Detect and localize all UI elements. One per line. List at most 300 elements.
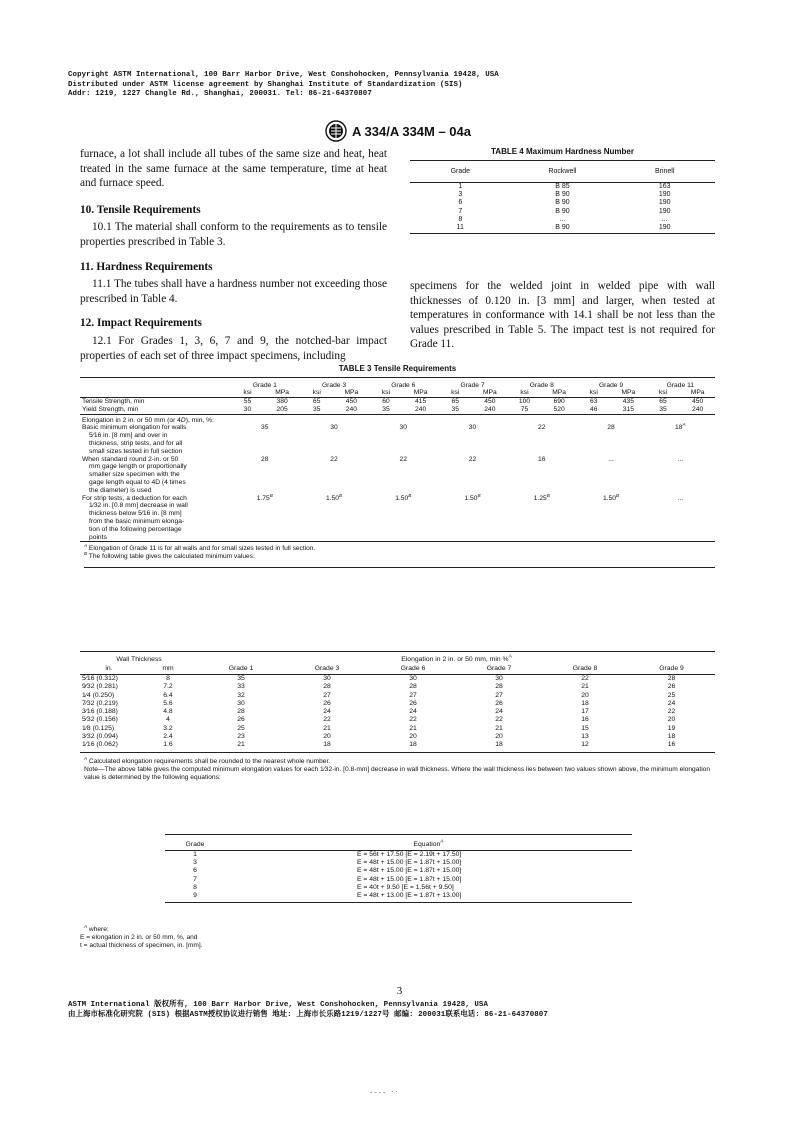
grade-header: Grade 9 (576, 378, 645, 390)
grade-header: Grade 3 (299, 378, 368, 390)
grade-header: Grade 1 (230, 378, 299, 390)
cell: 16 (581, 716, 589, 724)
intro-paragraph: furnace, a lot shall include all tubes of the same size and heat, heat treated in the same furnace at the same temperature, time at heat and furnace speed. (80, 148, 387, 190)
where-note (80, 923, 480, 934)
equation-cell: E = 48t + 15.00 [E = 1.87t + 15.00] (357, 867, 462, 875)
page-footer (68, 1001, 768, 1020)
table-row (165, 859, 632, 867)
footnote-marker: B (477, 492, 481, 498)
cell: 65 (312, 398, 321, 405)
footnote-marker: B (338, 492, 343, 498)
cell: 75 (507, 406, 542, 414)
cell: 380 (276, 398, 288, 405)
unit-header: ksi (230, 389, 265, 398)
cell: 35 (299, 406, 334, 414)
astm-logo-icon (325, 120, 347, 142)
unit-header: MPa (334, 389, 369, 398)
cell: 22 (581, 675, 589, 682)
grade-cell: 1 (193, 851, 197, 858)
table-row (80, 716, 715, 724)
column-header: Grade (410, 161, 511, 183)
footer-distribution-line: 由上海市标准化研究院 (SIS) 根据ASTM授权协议进行销售 地址: 上海市长乐路1219/1227号 邮编: 200031联系电话: 86-21-64370807 (68, 1010, 548, 1019)
paragraph-10-1: 10.1 The material shall conform to the requirements as to tensile properties prescribed in Table 3. (80, 221, 387, 248)
cell: 27 (409, 691, 417, 699)
blank-header (80, 389, 230, 398)
copyright-line: Copyright ASTM International, 100 Barr Harbor Drive, West Conshohocken, Pennsylvania 19428, USA (68, 71, 499, 79)
grade-header: Grade 7 (438, 378, 507, 390)
cell: 26 (323, 699, 331, 707)
cell: 28 (409, 683, 417, 691)
cell: 1.6 (138, 741, 198, 752)
cell: 26 (409, 699, 417, 707)
cell: 3.2 (163, 724, 173, 732)
unit-header: MPa (542, 389, 577, 398)
grade-header: Grade 6 (369, 378, 438, 390)
elongation-table-body (80, 675, 715, 753)
cell: 28 (237, 708, 245, 716)
grade-cell: 9 (165, 892, 225, 903)
row-label-text: small sizes tested in full section (89, 447, 183, 455)
unit-header: ksi (299, 389, 334, 398)
cell: 28 (323, 683, 331, 691)
equation-table-block (165, 834, 632, 903)
footnote-marker: B (84, 551, 88, 557)
cell: 30 (399, 424, 407, 432)
t-definition: t = actual thickness of specimen, in. [mm]. (80, 942, 203, 949)
page-number: 3 (396, 985, 403, 997)
grade-header: Grade 8 (507, 378, 576, 390)
column-header: Grade 6 (370, 663, 456, 675)
elongation-table (80, 651, 715, 753)
row-label-text: gage length equal to 4D (4 times (89, 478, 186, 486)
unit-header: MPa (265, 389, 300, 398)
cell: 8 (166, 675, 170, 682)
table-3-tensile (80, 364, 715, 568)
cell: 21 (198, 741, 284, 752)
cell: 23 (237, 733, 245, 741)
cell: 22 (323, 716, 331, 724)
footnote-marker: A (682, 422, 686, 428)
cell: 21 (409, 724, 417, 732)
cell (576, 492, 645, 542)
cell: 17 (581, 708, 589, 716)
cell: 205 (265, 406, 300, 414)
section-12-heading: 12. Impact Requirements (80, 317, 202, 330)
footnote-text: Elongation of Grade 11 is for all walls and for small sizes tested in full section. (88, 545, 316, 553)
cell: 240 (680, 406, 715, 414)
unit-header: ksi (576, 389, 611, 398)
cell: 24 (323, 708, 331, 716)
copyright-notice (68, 71, 768, 100)
cell: 22 (399, 455, 407, 463)
cell: 6 (458, 199, 463, 207)
cell: 690 (553, 398, 565, 405)
cell: 35 (646, 406, 681, 414)
footnote-marker: A (84, 755, 88, 761)
column-header: Rockwell (511, 161, 615, 183)
cell: 22 (667, 708, 676, 716)
cell: 28 (607, 424, 615, 432)
cell-value: 1.50 (464, 494, 478, 502)
column-header: in. (80, 663, 138, 675)
unit-header: ksi (438, 389, 473, 398)
cell: 3 (458, 191, 463, 199)
table-row (80, 733, 715, 741)
table-row (410, 216, 715, 224)
cell: 240 (334, 406, 369, 414)
cell: 65 (451, 398, 459, 405)
row-label (80, 414, 230, 424)
grade-cell: 6 (193, 867, 197, 875)
cell: 163 (658, 183, 671, 190)
equation-cell: E = 48t + 13.00 [E = 1.87t + 13.00] (225, 892, 632, 903)
cell: 7⁄32 (0.219) (82, 699, 118, 707)
cell: 2.4 (163, 733, 173, 741)
grade-header: Grade 11 (646, 378, 715, 390)
footnote-text: where: (88, 926, 109, 933)
cell: 35 (438, 406, 473, 414)
cell-value: 18 (675, 424, 683, 432)
e-definition: E = elongation in 2 in. or 50 mm, %, and (80, 934, 198, 941)
cell: 190 (614, 224, 715, 234)
document-header (325, 120, 471, 142)
table-3-footnotes (80, 545, 715, 568)
table-row (80, 725, 715, 733)
cell: B 90 (511, 224, 615, 234)
footnote-text: The following table gives the calculated minimum values: (88, 553, 255, 561)
cell: 15 (581, 724, 589, 732)
table-row (410, 199, 715, 207)
cell: 30 (409, 675, 417, 682)
unit-header: ksi (369, 389, 404, 398)
section-10-heading: 10. Tensile Requirements (80, 203, 201, 216)
row-label-text: 5⁄16 in. [8 mm] and over in (89, 432, 168, 440)
footnote-marker: B (408, 492, 412, 498)
cell: 3⁄32 (0.094) (82, 733, 118, 741)
footnote-b (84, 553, 715, 568)
cell: 20 (581, 691, 589, 699)
cell: B 85 (555, 183, 570, 190)
footnote-a (80, 755, 715, 766)
elongation-label-part: ), min, %: (185, 416, 214, 424)
cell: 22 (330, 455, 338, 463)
cell: 240 (403, 406, 438, 414)
cell: 100 (518, 398, 531, 405)
cell: B 90 (555, 207, 570, 215)
cell: 9⁄32 (0.281) (82, 683, 118, 691)
cell: 30 (230, 406, 265, 414)
column-header: mm (138, 663, 198, 675)
cell: 46 (576, 406, 611, 414)
row-label-text: tion of the following percentage (89, 525, 182, 533)
cell: ... (608, 455, 614, 463)
hardness-table (410, 160, 715, 234)
cell: ... (677, 455, 684, 463)
equation-cell: E = 48t + 15.00 [E = 1.87t + 15.00] (357, 875, 462, 883)
cell: 4.8 (163, 708, 173, 716)
cell (507, 492, 576, 542)
cell: 190 (658, 207, 671, 215)
footnote-marker: B (546, 492, 550, 498)
header-text: Elongation in 2 in. or 50 mm, min % (401, 656, 509, 663)
cell: 35 (261, 424, 269, 432)
cell: 190 (658, 199, 671, 207)
table-3-caption: TABLE 3 Tensile Requirements (338, 364, 457, 373)
cell: 25 (667, 691, 676, 699)
table-row (165, 876, 632, 884)
equation-cell: E = 40t + 9.50 [E = 1.56t + 9.50] (357, 883, 454, 891)
paragraph-12-1-continued: specimens for the welded joint in welded pipe with wall thicknesses of 0.120 in. [3 mm] and larger, when tested at temperatures in conformance with 14.1 shall be not less than the values prescribed in Table 5. The impact test is not required for Grade 11. (410, 280, 715, 351)
cell: 30 (495, 675, 503, 682)
row-label-text: 1⁄32 in. [0.8 mm] decrease in wall (89, 502, 188, 510)
cell (230, 492, 299, 542)
cell: 190 (658, 191, 671, 199)
cell: 18 (284, 741, 370, 752)
unit-header: MPa (403, 389, 438, 398)
cell: 32 (237, 691, 245, 699)
row-label-text: the diameter) is used (89, 486, 152, 494)
cell: 65 (659, 398, 667, 405)
cell-value: 1.50 (602, 494, 616, 502)
row-label (80, 495, 230, 542)
cell: 22 (409, 716, 417, 724)
equation-table (165, 834, 632, 903)
cell (369, 492, 438, 542)
yield-strength-row (80, 406, 715, 414)
standard-designation: A 334/A 334M – 04a (352, 123, 471, 139)
cell: 415 (415, 398, 427, 405)
table-4-caption: TABLE 4 Maximum Hardness Number (491, 147, 634, 156)
footnote-marker: A (84, 543, 88, 549)
cell: 7 (458, 207, 463, 215)
row-label: Yield Strength, min (80, 406, 230, 414)
row-label-text: from the basic minimum elonga- (89, 517, 185, 525)
cell: 16 (628, 741, 715, 752)
left-column (80, 147, 387, 363)
elongation-label-part: Elongation in 2 in. or 50 mm (or 4 (82, 416, 181, 424)
footnote-marker: A (84, 923, 88, 929)
cell: 55 (243, 398, 252, 405)
footnote-marker: A (440, 839, 444, 845)
cell: 13 (581, 733, 589, 741)
cell: 30 (237, 699, 245, 707)
header-text: Equation (413, 841, 441, 848)
cell: 22 (538, 424, 546, 432)
grade-cell: 8 (193, 883, 197, 891)
elongation-heading-row (80, 414, 715, 424)
elongation-notes (80, 755, 715, 782)
cell: 7.2 (163, 683, 173, 691)
table-4-hardness (410, 147, 715, 234)
cell: 28 (667, 675, 676, 682)
cell: 6.4 (163, 691, 173, 699)
equation-cell: E = 56t + 17.50 [E = 2.19t + 17.50] (357, 851, 462, 858)
cell: 21 (581, 683, 589, 691)
cell: 33 (237, 683, 245, 691)
cell (438, 492, 507, 542)
table-row (80, 700, 715, 708)
footnote-marker: B (269, 492, 273, 498)
table-row (80, 683, 715, 691)
column-header: Grade (165, 835, 225, 851)
footnote-marker: A (508, 654, 512, 660)
cell: 8 (458, 215, 463, 223)
equation-table-body (165, 851, 632, 903)
unit-header: MPa (680, 389, 715, 398)
row-label (80, 424, 230, 455)
cell: 22 (468, 455, 477, 463)
row-label-text: points (89, 533, 107, 541)
row-label-text: mm gage length or proportionally (89, 463, 187, 471)
cell: 26 (667, 683, 676, 691)
cell: 20 (495, 733, 503, 741)
cell: 18 (456, 741, 542, 752)
tensile-strength-row (80, 398, 715, 406)
cell: 1⁄16 (0.062) (80, 741, 138, 752)
blank-cell (230, 414, 715, 424)
row-label-text: For strip tests, a deduction for each (82, 494, 187, 502)
column-header: Grade 1 (198, 663, 284, 675)
cell: 26 (237, 716, 245, 724)
cell: ... (559, 215, 566, 223)
table-row (80, 708, 715, 716)
cell: 450 (484, 398, 496, 405)
cell: 27 (495, 691, 503, 699)
cell: 27 (323, 691, 331, 699)
cell: 20 (409, 733, 417, 741)
row-label-text: smaller size specimen with the (89, 471, 180, 479)
cell-value: 1.50 (325, 494, 339, 502)
paragraph-12-1: 12.1 For Grades 1, 3, 6, 7 and 9, the notched-bar impact properties of each set of three impact specimens, including (80, 334, 387, 362)
cell: 315 (611, 406, 646, 414)
general-note: Note—The above table gives the computed minimum elongation values for each 1⁄32-in. [0.8-mm] decrease in wall thickness. Where the wall thickness lies between two values shown above, the minimum elongation value is determined by the following equations: (84, 765, 710, 781)
section-11-heading: 11. Hardness Requirements (80, 260, 213, 273)
cell-value: 1.25 (533, 494, 547, 502)
cell: 30 (330, 424, 338, 432)
unit-header: ksi (646, 389, 681, 398)
column-header: Grade 8 (542, 663, 628, 675)
cell: 20 (667, 716, 676, 724)
cell: 35 (369, 406, 404, 414)
row-label-text: thickness, strip tests, and for all (89, 439, 183, 447)
cell-value: 1.50 (395, 494, 409, 502)
strip-deduction-row (80, 495, 715, 542)
paragraph-11-1: 11.1 The tubes shall have a hardness number not exceeding those prescribed in Table 4. (80, 278, 387, 305)
cell: 30 (323, 675, 331, 682)
scan-mark: ---- ·· (370, 1088, 400, 1096)
cell: 11 (410, 224, 511, 234)
cell: 21 (323, 724, 331, 732)
table-row (410, 224, 715, 234)
cell: 450 (692, 398, 704, 405)
equation-notes (80, 923, 480, 950)
distribution-line: Distributed under ASTM license agreement by Shanghai Institute of Standardization (SIS) (68, 80, 463, 89)
row-label-text: thickness below 5⁄16 in. [8 mm] (89, 510, 182, 518)
cell: 1 (458, 183, 463, 190)
column-header (225, 835, 632, 851)
table-row (410, 183, 715, 192)
blank-header (80, 378, 230, 390)
row-label-text: Basic minimum elongation for walls (82, 424, 187, 432)
cell: 520 (542, 406, 577, 414)
row-label-text: When standard round 2-in. or 50 (82, 455, 179, 463)
elongation-label-d: D (180, 416, 186, 424)
cell: 26 (495, 699, 503, 707)
cell: 28 (495, 683, 503, 691)
table-row (80, 692, 715, 700)
cell: 12 (542, 741, 628, 752)
round-specimen-row (80, 456, 715, 495)
cell: 24 (409, 708, 417, 716)
cell: ... (661, 215, 668, 223)
address-line: Addr: 1219, 1227 Changle Rd., Shanghai, 200031. Tel: 86-21-64370807 (68, 90, 372, 98)
cell: 3⁄16 (0.188) (82, 708, 118, 716)
cell: 63 (589, 398, 598, 405)
cell: 21 (495, 724, 503, 732)
cell: ... (646, 495, 715, 542)
column-header: Grade 3 (284, 663, 370, 675)
unit-header: MPa (473, 389, 508, 398)
elongation-header (198, 652, 715, 664)
cell: 19 (667, 724, 676, 732)
footnote-text: Calculated elongation requirements shall be rounded to the nearest whole number. (88, 757, 331, 765)
table-row (165, 867, 632, 875)
cell-value: 1.75 (256, 494, 270, 502)
cell: 435 (622, 398, 634, 405)
cell: 4 (166, 716, 170, 724)
cell: 240 (473, 406, 508, 414)
cell: 30 (468, 424, 477, 432)
cell: B 90 (555, 191, 570, 199)
right-column (410, 279, 715, 352)
table-row (80, 741, 715, 752)
cell (646, 424, 715, 455)
cell: 18 (581, 699, 589, 707)
row-label (80, 456, 230, 495)
cell: 22 (495, 716, 503, 724)
table-row (165, 892, 632, 903)
column-header: Brinell (614, 161, 715, 183)
column-header: Grade 7 (456, 663, 542, 675)
row-label: Tensile Strength, min (82, 398, 145, 405)
calculated-elongation-table (80, 651, 715, 782)
cell: 5.6 (163, 699, 173, 707)
cell (299, 492, 368, 542)
table-row (165, 884, 632, 892)
cell: 24 (495, 708, 503, 716)
cell: 5⁄16 (0.312) (82, 675, 118, 682)
footnote-marker: B (615, 492, 620, 498)
cell: 20 (323, 733, 331, 741)
grade-cell: 3 (193, 859, 197, 867)
cell: 18 (667, 733, 676, 741)
table-row (410, 191, 715, 199)
equation-cell: E = 48t + 15.00 [E = 1.87t + 15.00] (357, 859, 462, 867)
unit-header: MPa (611, 389, 646, 398)
grade-cell: 7 (193, 875, 197, 883)
cell: 28 (261, 455, 269, 463)
unit-header: ksi (507, 389, 542, 398)
cell: B 90 (555, 199, 570, 207)
table-row (410, 208, 715, 216)
table-row (80, 675, 715, 684)
basic-elongation-row (80, 424, 715, 455)
cell: 24 (667, 699, 676, 707)
cell: 1⁄8 (0.125) (82, 724, 115, 732)
cell: 25 (237, 724, 245, 732)
cell: 1⁄4 (0.250) (82, 691, 115, 699)
tensile-table (80, 377, 715, 542)
